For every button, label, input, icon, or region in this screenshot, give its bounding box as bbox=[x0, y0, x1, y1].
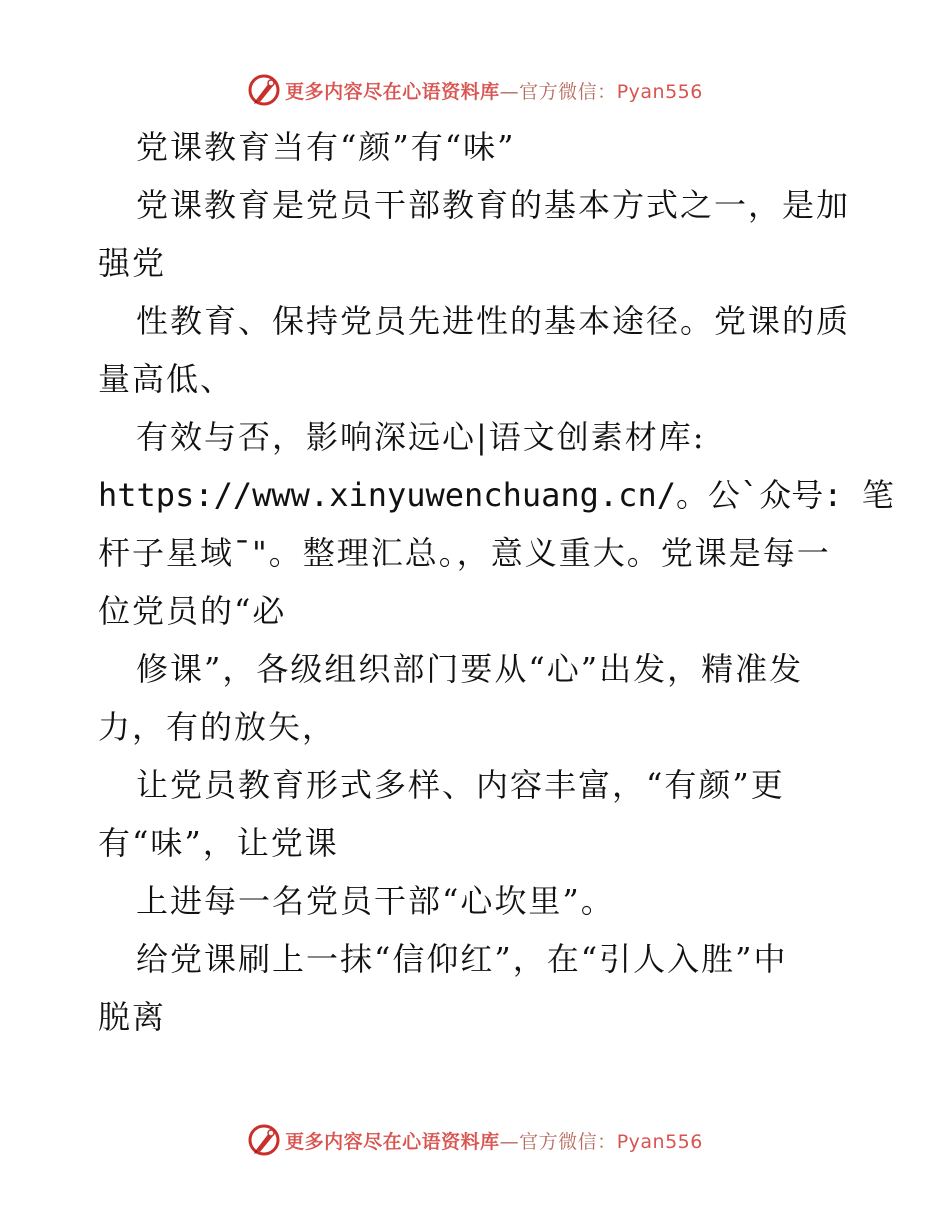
header-watermark-text bbox=[285, 77, 703, 104]
footer-watermark-text bbox=[285, 1127, 703, 1154]
text-line: 杆子星域¯"。整理汇总。，意义重大。党课是每一 bbox=[98, 534, 831, 572]
text-line: 党课教育是党员干部教育的基本方式之一，是加 bbox=[136, 186, 851, 224]
header-brand: 更多内容尽在心语资料库 bbox=[285, 80, 500, 103]
header-official-label: —官方微信： bbox=[499, 80, 617, 103]
text-line: 给党课刷上一抹“信仰红”，在“引人入胜”中 bbox=[136, 940, 788, 978]
footer-official-label: —官方微信： bbox=[499, 1130, 617, 1153]
pen-logo-icon bbox=[247, 73, 281, 107]
text-line: 修课”，各级组织部门要从“心”出发，精准发 bbox=[136, 650, 804, 688]
text-line: 强党 bbox=[98, 244, 167, 282]
header-banner bbox=[0, 70, 950, 110]
text-line: 上进每一名党员干部“心坎里”。 bbox=[136, 882, 615, 920]
pen-logo-icon bbox=[247, 1123, 281, 1157]
text-line: 有效与否，影响深远心|语文创素材库: bbox=[136, 418, 706, 456]
text-line: 让党员教育形式多样、内容丰富，“有颜”更 bbox=[136, 766, 785, 804]
text-line: 力，有的放矢， bbox=[98, 708, 337, 746]
document-title: 党课教育当有“颜”有“味” bbox=[136, 128, 516, 166]
text-line: 有“味”，让党课 bbox=[98, 824, 339, 862]
document-body bbox=[98, 118, 894, 1046]
footer-brand: 更多内容尽在心语资料库 bbox=[285, 1130, 500, 1153]
text-line: 脱离 bbox=[98, 998, 167, 1036]
text-line: 位党员的“必 bbox=[98, 592, 287, 630]
text-line-url: https://www.xinyuwenchuang.cn/。公`众号: 笔 bbox=[98, 476, 894, 514]
header-wechat-handle: Pyan556 bbox=[616, 80, 703, 103]
text-line: 量高低、 bbox=[98, 360, 235, 398]
footer-banner bbox=[0, 1120, 950, 1160]
footer-wechat-handle: Pyan556 bbox=[616, 1130, 703, 1153]
text-line: 性教育、保持党员先进性的基本途径。党课的质 bbox=[136, 302, 851, 340]
